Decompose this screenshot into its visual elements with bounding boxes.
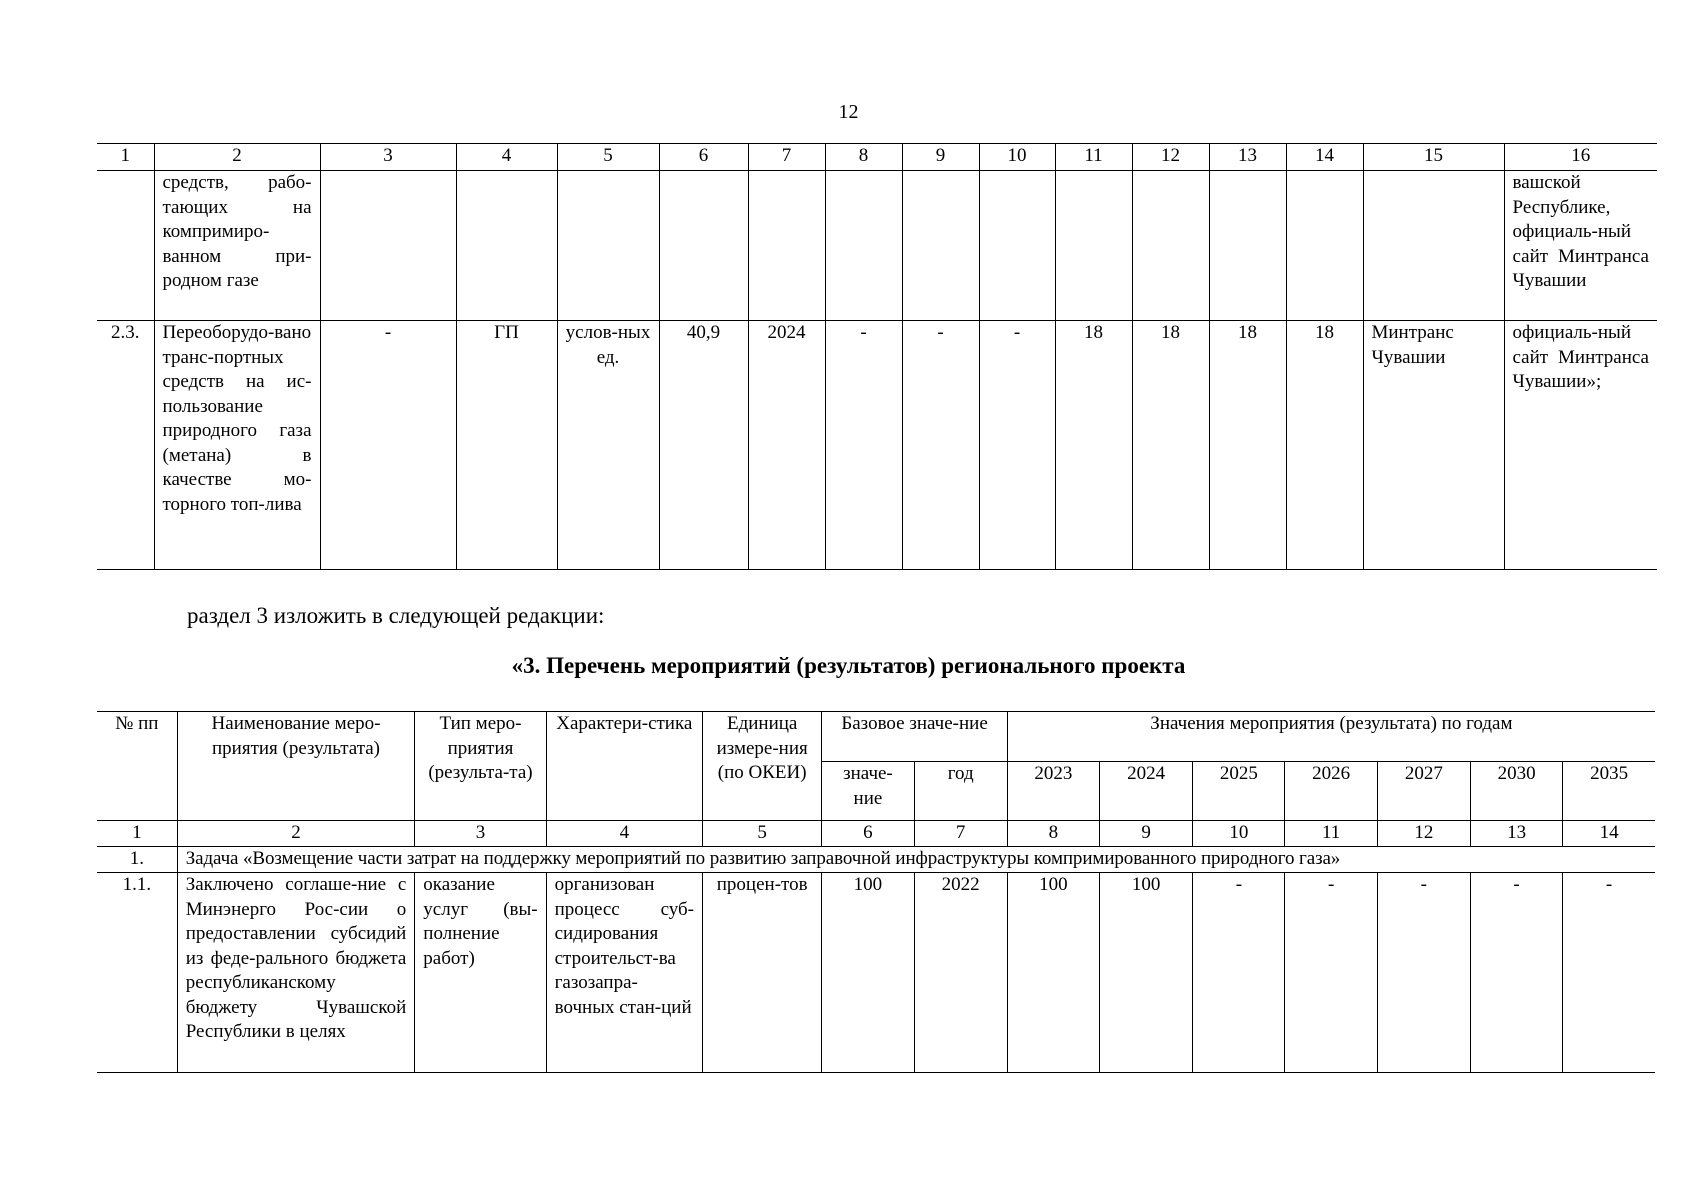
col-num: 4 — [456, 144, 557, 171]
table-cell — [902, 171, 979, 321]
col-num: 9 — [902, 144, 979, 171]
table-cell: 1.1. — [97, 873, 177, 1073]
table-cell: 2022 — [914, 873, 1007, 1073]
task-num: 1. — [97, 847, 177, 873]
header-base: Базовое значе-ние — [822, 712, 1007, 762]
table-cell: Заключено соглаше-ние с Минэнерго Рос-сии о предоставлении субсидий из феде-рального бюджета республиканскому бюджету Чувашской Республики в целях — [177, 873, 415, 1073]
table-cell: - — [825, 321, 902, 570]
col-num: 13 — [1470, 821, 1562, 847]
table-cell: - — [902, 321, 979, 570]
table-cell: 2024 — [748, 321, 825, 570]
header-values-by-year: Значения мероприятия (результата) по годам — [1007, 712, 1655, 762]
header-unit: Единица измере-ния (по ОКЕИ) — [703, 712, 822, 821]
col-num: 8 — [825, 144, 902, 171]
table-cell — [320, 171, 456, 321]
header-year: 2026 — [1285, 762, 1377, 821]
col-num: 13 — [1209, 144, 1286, 171]
table-cell — [557, 171, 659, 321]
col-num: 1 — [97, 144, 154, 171]
col-num: 14 — [1563, 821, 1655, 847]
col-num: 4 — [546, 821, 702, 847]
col-num: 12 — [1377, 821, 1470, 847]
col-num: 15 — [1363, 144, 1504, 171]
table-cell — [1132, 171, 1209, 321]
table-cell — [1363, 171, 1504, 321]
table-cell: - — [1285, 873, 1377, 1073]
table-cell — [456, 171, 557, 321]
col-num: 3 — [415, 821, 546, 847]
table-cell: 100 — [1007, 873, 1099, 1073]
table-row — [97, 873, 1655, 1073]
table-cell: 18 — [1209, 321, 1286, 570]
table-cell: организован процесс суб-сидирования строительст-ва газозапра-вочных стан-ций — [546, 873, 702, 1073]
table-cell: 100 — [1100, 873, 1193, 1073]
table-cell: 18 — [1132, 321, 1209, 570]
table-cell: - — [1193, 873, 1285, 1073]
table-cell: официаль-ный сайт Минтранса Чувашии»; — [1504, 321, 1657, 570]
header-type: Тип меро-приятия (результа-та) — [415, 712, 546, 821]
table-cell — [1055, 171, 1132, 321]
column-number-row — [97, 144, 1657, 171]
col-num: 8 — [1007, 821, 1099, 847]
col-num: 12 — [1132, 144, 1209, 171]
table-cell: 40,9 — [659, 321, 748, 570]
header-year: 2030 — [1470, 762, 1562, 821]
header-year: 2027 — [1377, 762, 1470, 821]
col-num: 11 — [1055, 144, 1132, 171]
header-characteristic: Характери-стика — [546, 712, 702, 821]
table-cell: - — [1377, 873, 1470, 1073]
header-year: 2025 — [1193, 762, 1285, 821]
header-year: 2023 — [1007, 762, 1099, 821]
table-cell: вашской Республике, официаль-ный сайт Минтранса Чувашии — [1504, 171, 1657, 321]
table-cell: 2.3. — [97, 321, 154, 570]
table-cell: - — [320, 321, 456, 570]
header-row — [97, 712, 1655, 762]
col-num: 3 — [320, 144, 456, 171]
table-cell: 18 — [1286, 321, 1363, 570]
instruction-text: раздел 3 изложить в следующей редакции: — [187, 603, 605, 628]
table-cell: - — [1563, 873, 1655, 1073]
page-number: 12 — [838, 101, 859, 123]
table-row — [97, 171, 1657, 321]
header-num: № пп — [97, 712, 177, 821]
table-row — [97, 321, 1657, 570]
col-num: 2 — [177, 821, 415, 847]
activities-table — [97, 711, 1655, 1073]
header-base-value: значе-ние — [822, 762, 914, 821]
task-row — [97, 847, 1655, 873]
table-cell: услов-ных ед. — [557, 321, 659, 570]
table-cell: оказание услуг (вы-полнение работ) — [415, 873, 546, 1073]
indicators-table-continuation — [97, 143, 1657, 570]
header-year: 2024 — [1100, 762, 1193, 821]
table-cell — [748, 171, 825, 321]
col-num: 5 — [557, 144, 659, 171]
task-text: Задача «Возмещение части затрат на поддержку мероприятий по развитию заправочной инфраструктуры компримированного природного газа» — [177, 847, 1655, 873]
col-num: 1 — [97, 821, 177, 847]
table-cell: процен-тов — [703, 873, 822, 1073]
col-num: 14 — [1286, 144, 1363, 171]
col-num: 7 — [748, 144, 825, 171]
table-cell: ГП — [456, 321, 557, 570]
header-name: Наименование меро-приятия (результата) — [177, 712, 415, 821]
table-cell — [659, 171, 748, 321]
col-num: 6 — [659, 144, 748, 171]
table-cell: средств, рабо-тающих на компримиро-ванном при-родном газе — [154, 171, 320, 321]
col-num: 10 — [1193, 821, 1285, 847]
column-number-row — [97, 821, 1655, 847]
col-num: 6 — [822, 821, 914, 847]
section-heading: «3. Перечень мероприятий (результатов) регионального проекта — [511, 653, 1186, 678]
col-num: 2 — [154, 144, 320, 171]
table-cell — [825, 171, 902, 321]
col-num: 10 — [979, 144, 1055, 171]
table-cell — [1209, 171, 1286, 321]
col-num: 16 — [1504, 144, 1657, 171]
table-cell: - — [1470, 873, 1562, 1073]
table-cell — [1286, 171, 1363, 321]
table-cell — [979, 171, 1055, 321]
table-cell: 100 — [822, 873, 914, 1073]
header-year: 2035 — [1563, 762, 1655, 821]
table-cell: - — [979, 321, 1055, 570]
table-cell: 18 — [1055, 321, 1132, 570]
header-base-year: год — [914, 762, 1007, 821]
table-cell: Минтранс Чувашии — [1363, 321, 1504, 570]
table-cell: Переоборудо-вано транс-портных средств на ис-пользование природного газа (метана) в качестве мо-торного топ-лива — [154, 321, 320, 570]
col-num: 11 — [1285, 821, 1377, 847]
table-cell — [97, 171, 154, 321]
col-num: 7 — [914, 821, 1007, 847]
col-num: 9 — [1100, 821, 1193, 847]
col-num: 5 — [703, 821, 822, 847]
